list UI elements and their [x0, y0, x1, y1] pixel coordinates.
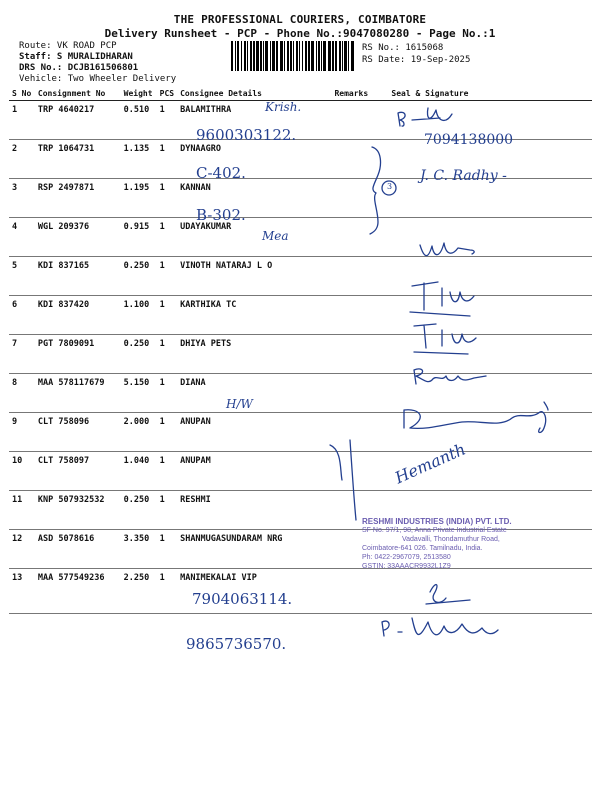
- handwritten-group-mark: 3: [387, 182, 393, 191]
- cell-consignee: SHANMUGASUNDARAM NRG: [177, 530, 331, 569]
- stamp-line: SF No. 97/1, 98, Anna Private Industrial Estate: [362, 527, 507, 534]
- cell-consignment: TRP 1064731: [35, 140, 121, 179]
- cell-weight: 3.350: [121, 530, 157, 569]
- cell-consignment: TRP 4640217: [35, 101, 121, 140]
- cell-consignment: KDI 837420: [35, 296, 121, 335]
- cell-consignment: CLT 758096: [35, 413, 121, 452]
- cell-consignment: RSP 2497871: [35, 179, 121, 218]
- cell-sno: 7: [9, 335, 35, 374]
- cell-consignment: CLT 758097: [35, 452, 121, 491]
- rs-date: RS Date: 19-Sep-2025: [362, 55, 471, 65]
- drs-number: DRS No.: DCJB161506801: [19, 63, 139, 73]
- handwritten-phone-r12: 7904063114.: [192, 590, 293, 608]
- handwritten-phone-r1: 9600303122.: [196, 126, 297, 144]
- route-label: Route: VK ROAD PCP: [19, 41, 117, 51]
- cell-consignee: RESHMI: [177, 491, 331, 530]
- cell-sno: 10: [9, 452, 35, 491]
- company-title: THE PROFESSIONAL COURIERS, COIMBATORE: [173, 13, 427, 26]
- staff-label: Staff: S MURALIDHARAN: [19, 52, 133, 62]
- cell-consignee: KANNAN: [177, 179, 331, 218]
- cell-sno: 13: [9, 569, 35, 614]
- stamp-line: Ph: 0422-2967079, 2513580: [362, 554, 451, 561]
- handwritten-sig-phone-r1: 7094138000: [424, 132, 514, 148]
- col-pcs: PCS: [157, 86, 177, 101]
- cell-consignee: ANUPAN: [177, 413, 331, 452]
- handwritten-sig-r2: J. C. Radhy -: [420, 168, 507, 184]
- handwritten-sig-hemanth: Hemanth: [392, 439, 469, 488]
- cell-weight: 0.250: [121, 257, 157, 296]
- cell-consignee: ANUPAM: [177, 452, 331, 491]
- handwritten-phone-r13: 9865736570.: [186, 635, 287, 653]
- cell-consignment: KNP 507932532: [35, 491, 121, 530]
- cell-consignee: BALAMITHRA: [177, 101, 331, 140]
- cell-consignment: WGL 209376: [35, 218, 121, 257]
- col-signature: Seal & Signature: [371, 86, 592, 101]
- cell-sno: 8: [9, 374, 35, 413]
- cell-pcs: 1: [157, 335, 177, 374]
- cell-consignee: UDAYAKUMAR: [177, 218, 331, 257]
- cell-consignment: MAA 577549236: [35, 569, 121, 614]
- handwritten-detail-r3: B-302.: [196, 206, 246, 224]
- cell-consignee: MANIMEKALAI VIP: [177, 569, 331, 614]
- cell-weight: 1.195: [121, 179, 157, 218]
- runsheet-subtitle: Delivery Runsheet - PCP - Phone No.:9047080280 - Page No.:1: [104, 27, 496, 40]
- cell-pcs: 1: [157, 530, 177, 569]
- cell-sno: 3: [9, 179, 35, 218]
- cell-pcs: 1: [157, 452, 177, 491]
- cell-sno: 1: [9, 101, 35, 140]
- stamp-company-name: RESHMI INDUSTRIES (INDIA) PVT. LTD.: [362, 517, 512, 526]
- handwritten-name-r1: Krish.: [265, 100, 302, 114]
- cell-weight: 0.915: [121, 218, 157, 257]
- cell-consignment: MAA 578117679: [35, 374, 121, 413]
- handwritten-detail-r2: C-402.: [196, 164, 246, 182]
- cell-sno: 9: [9, 413, 35, 452]
- cell-consignment: KDI 837165: [35, 257, 121, 296]
- cell-sno: 4: [9, 218, 35, 257]
- cell-weight: 2.000: [121, 413, 157, 452]
- cell-sno: 6: [9, 296, 35, 335]
- cell-pcs: 1: [157, 179, 177, 218]
- vehicle-label: Vehicle: Two Wheeler Delivery: [19, 74, 177, 84]
- cell-pcs: 1: [157, 296, 177, 335]
- company-stamp: [362, 517, 552, 587]
- cell-pcs: 1: [157, 140, 177, 179]
- cell-consignment: ASD 5078616: [35, 530, 121, 569]
- stamp-line: Vadavalli, Thondamuthur Road,: [402, 536, 500, 543]
- cell-pcs: 1: [157, 374, 177, 413]
- cell-weight: 1.135: [121, 140, 157, 179]
- rs-number: RS No.: 1615068: [362, 43, 444, 53]
- cell-weight: 5.150: [121, 374, 157, 413]
- handwritten-name-r4: Mea: [262, 229, 289, 243]
- cell-consignee: VINOTH NATARAJ L O: [177, 257, 331, 296]
- cell-pcs: 1: [157, 413, 177, 452]
- cell-sno: 12: [9, 530, 35, 569]
- handwritten-name-r8: H/W: [226, 397, 253, 411]
- cell-pcs: 1: [157, 101, 177, 140]
- cell-weight: 0.250: [121, 335, 157, 374]
- cell-pcs: 1: [157, 218, 177, 257]
- cell-pcs: 1: [157, 257, 177, 296]
- cell-sno: 2: [9, 140, 35, 179]
- cell-weight: 2.250: [121, 569, 157, 614]
- cell-consignee: DIANA: [177, 374, 331, 413]
- cell-weight: 1.040: [121, 452, 157, 491]
- cell-sno: 5: [9, 257, 35, 296]
- stamp-line: Coimbatore-641 026. Tamilnadu, India.: [362, 545, 483, 552]
- col-sno: S No: [9, 86, 35, 101]
- col-weight: Weight: [121, 86, 157, 101]
- col-remarks: Remarks: [331, 86, 371, 101]
- cell-consignee: DHIYA PETS: [177, 335, 331, 374]
- cell-weight: 0.250: [121, 491, 157, 530]
- cell-consignment: PGT 7809091: [35, 335, 121, 374]
- cell-sno: 11: [9, 491, 35, 530]
- col-consignment: Consignment No: [35, 86, 121, 101]
- cell-pcs: 1: [157, 491, 177, 530]
- col-consignee: Consignee Details: [177, 86, 331, 101]
- cell-pcs: 1: [157, 569, 177, 614]
- cell-consignee: KARTHIKA TC: [177, 296, 331, 335]
- stamp-line: GSTIN: 33AAACR9932L1Z9: [362, 563, 451, 570]
- cell-weight: 1.100: [121, 296, 157, 335]
- cell-consignee: DYNAAGRO: [177, 140, 331, 179]
- cell-weight: 0.510: [121, 101, 157, 140]
